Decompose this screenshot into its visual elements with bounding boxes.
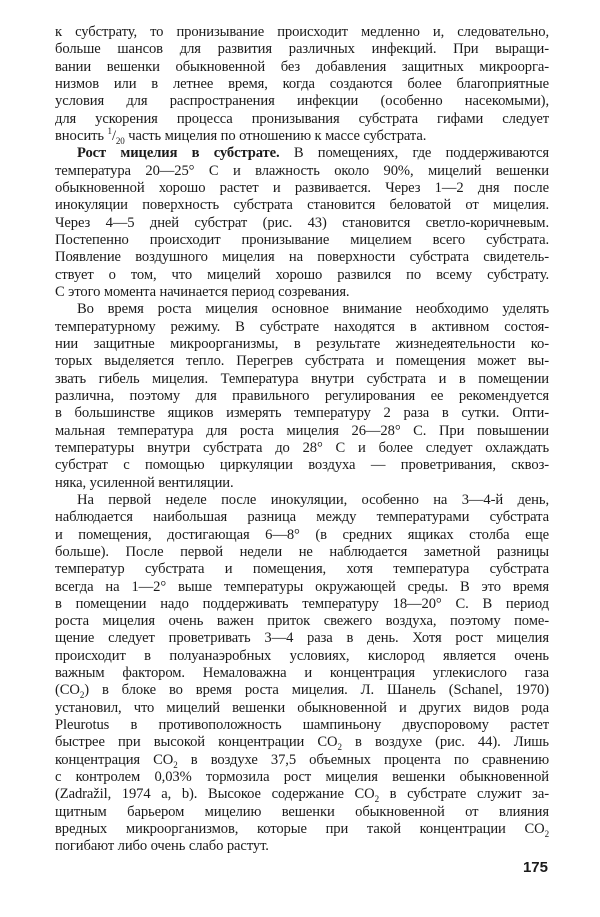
text-line: роста мицелия очень важен приток свежего воздуха, поэтому поме- <box>55 613 549 630</box>
text-line: щение следует проветривать 3—4 раза в день. Хотя рост мицелия <box>55 630 549 647</box>
text-line: всегда на 1—2° выше температуры окружающей среды. В это время <box>55 578 549 595</box>
paragraph-1 <box>55 24 549 145</box>
text-line: температуры внутри субстрата до 28° C и более следует охлаждать <box>55 439 549 456</box>
text-line: Во время роста мицелия основное внимание необходимо уделять <box>77 301 549 318</box>
text-line: звать гибель мицелия. Температура внутри субстрата и в помещении <box>55 370 549 387</box>
text-line: с контролем 0,03% тормозила рост мицелия вешенки обыкновенной <box>55 769 549 786</box>
text-line: $(CO_2)$ в блоке во время роста мицелия. Л. Шанель (Schanel, 1970) <box>55 682 549 701</box>
text-line: температурному режиму. В субстрате находятся в активном состоя- <box>55 318 549 335</box>
text-line: Постепенно происходит пронизывание мицелием всего субстрата. <box>55 231 549 248</box>
text-line: мальная температура для роста мицелия 26—28° C. При повышении <box>55 422 549 439</box>
text-line: различна, поэтому для правильного регулирования ее рекомендуется <box>55 387 549 404</box>
paragraph-4 <box>55 492 549 856</box>
text-line: вносить $^1/_{20}$ часть мицелия по отношению к массе субстрата. <box>55 126 427 146</box>
text-line: субстрат с помощью циркуляции воздуха — проветривания, сквоз- <box>55 457 549 474</box>
text-line: важным фактором. Немаловажна и концентрация углекислого газа <box>55 665 549 682</box>
text-line: к субстрату, то пронизывание происходит медленно и, следовательно, <box>55 24 549 40</box>
paragraph-3 <box>55 301 549 492</box>
text-line: установил, что мицелий вешенки обыкновенной и других видов рода <box>55 699 549 716</box>
text-line: температура 20—25° C и влажность около 90%, мицелий вешенки <box>55 162 549 179</box>
text-line: ствует о том, что мицелий хорошо развился по всему субстрату. <box>55 266 549 283</box>
text-line: вании вешенки обыкновенной без добавления защитных микроорга- <box>55 58 549 75</box>
text-line: температур субстрата и помещения, хотя температура субстрата <box>55 561 549 578</box>
text-line: На первой неделе после инокуляции, особенно на 3—4-й день, <box>77 491 549 508</box>
text-line: погибают либо очень слабо растут. <box>55 838 269 855</box>
text-line: и помещения, достигающая 6—8° (в средних ящиках столба еще <box>55 526 549 543</box>
text-line: происходит в полуанаэробных условиях, кислород является очень <box>55 647 549 664</box>
text-line: больше). После первой недели не наблюдается заметной разницы <box>55 543 549 560</box>
text-line: низмов или в летнее время, когда создаются более благоприятные <box>55 75 549 92</box>
page-body <box>55 24 549 856</box>
page-number: 175 <box>522 859 548 876</box>
text-line: Pleurotus в противоположность шампиньону двуспоровому растет <box>55 717 549 734</box>
text-line: концентрация $CO_2$ в воздухе 37,5 объемных процента по сравнению <box>55 751 549 770</box>
text-line: нии защитные микроорганизмы, в результате жизнедеятельности ко- <box>55 335 549 352</box>
text-line: Появление воздушного мицелия на поверхности субстрата свидетель- <box>55 249 549 266</box>
text-line: больше шансов для развития различных инфекций. При выращи- <box>55 41 549 58</box>
text-line: торых выделяется тепло. Перегрев субстрата и помещения может вы- <box>55 353 549 370</box>
text-line: Рост мицелия в субстрате. В помещениях, где поддерживаются <box>77 145 550 162</box>
text-line: С этого момента начинается период созревания. <box>55 283 350 300</box>
section-heading: Рост мицелия в субстрате. <box>77 145 280 162</box>
text-line: быстрее при высокой концентрации $CO_2$ в воздухе (рис. 44). Лишь <box>55 734 549 753</box>
text-line: (Zadražil, 1974 a, b). Высокое содержание $CO_2$ в субстрате служит за- <box>55 786 549 805</box>
text-line: в помещении надо поддерживать температуру 18—20° C. В период <box>55 595 549 612</box>
text-line: Через 4—5 дней субстрат (рис. 43) становится светло-коричневым. <box>55 214 549 231</box>
paragraph-2 <box>55 145 549 301</box>
text-line: инокуляции поверхность субстрата становится беловатой от мицелия. <box>55 197 549 214</box>
text-line: щитным барьером мицелию вешенки обыкновенной от влияния <box>55 803 549 820</box>
text-line: условия для распространения инфекции (особенно насекомыми), <box>55 93 549 110</box>
text-line: в большинстве ящиков измерять температуру 2 раза в сутки. Опти- <box>55 405 549 422</box>
text-line: для ускорения процесса пронизывания субстрата гифами следует <box>55 110 549 127</box>
text-line: обыкновенной хорошо растет и развивается. Через 1—2 дня после <box>55 179 549 196</box>
text-line: вредных микроорганизмов, которые при такой концентрации $CO_2$ <box>55 821 549 839</box>
text-line: наблюдается наибольшая разница между температурами субстрата <box>55 509 549 526</box>
text-line: няка, усиленной вентиляции. <box>55 474 234 491</box>
